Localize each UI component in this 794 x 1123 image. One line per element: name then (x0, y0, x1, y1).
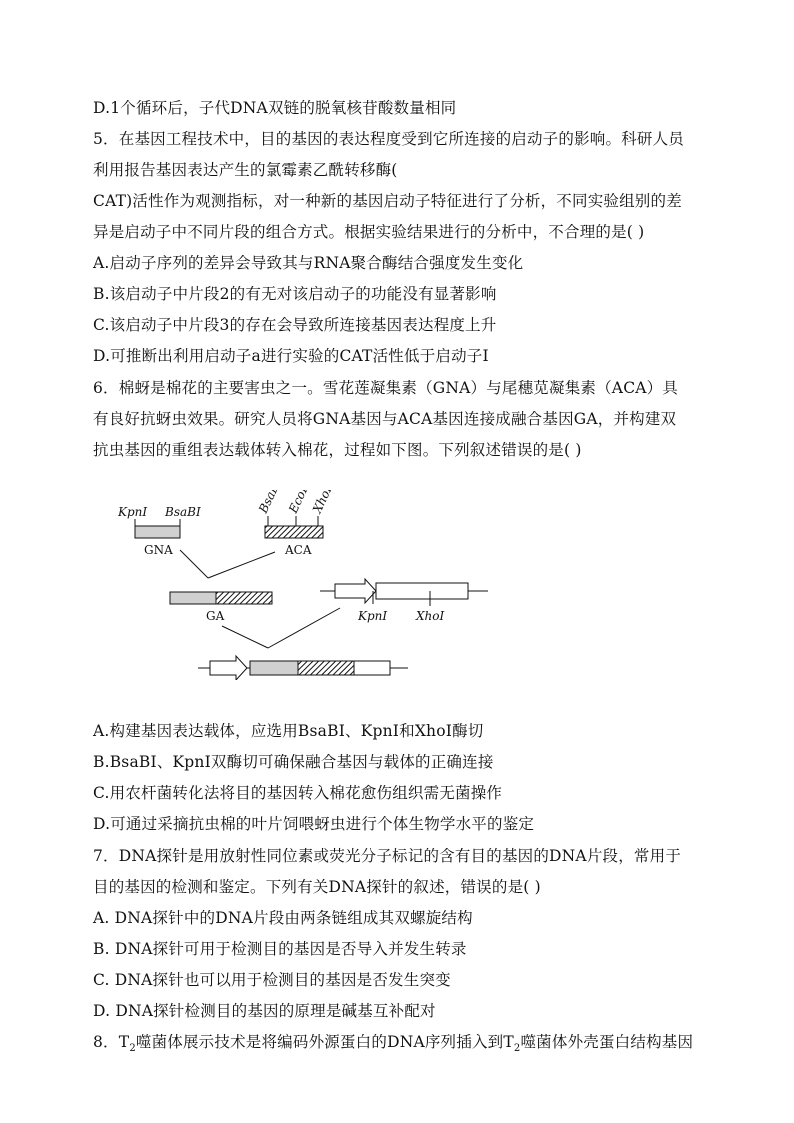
aca-label: ACA (285, 543, 312, 557)
gene-construction-diagram (110, 490, 510, 680)
recombinant-vector (198, 656, 408, 680)
option-7-B: B. DNA探针可用于检测目的基因是否导入并发生转录 (93, 940, 467, 958)
option-5-C: C.该启动子中片段3的存在会导致所连接基因表达程度上升 (93, 316, 497, 334)
question-8-line-1 (93, 1031, 693, 1060)
question-5-line-3: CAT)活性作为观测指标，对一种新的基因启动子特征进行了分析，不同实验组别的差 (93, 192, 682, 210)
question-6-line-2: 有良好抗蚜虫效果。研究人员将GNA基因与ACA基因连接成融合基因GA，并构建双 (93, 410, 677, 428)
q8-suffix: 噬菌体外壳蛋白结构基因 (520, 1033, 694, 1051)
option-7-C: C. DNA探针也可以用于检测目的基因是否发生突变 (93, 971, 451, 989)
kpn1-site-label: KpnⅠ (118, 505, 148, 519)
q8-prefix: 8．T (93, 1033, 130, 1051)
question-5-line-2: 利用报告基因表达产生的氯霉素乙酰转移酶( (93, 161, 398, 179)
option-7-A: A. DNA探针中的DNA片段由两条链组成其双螺旋结构 (93, 909, 473, 927)
question-7-line-2: 目的基因的检测和鉴定。下列有关DNA探针的叙述，错误的是( ) (93, 878, 541, 896)
xho1-angled-label: XhoI (310, 490, 335, 516)
q8-middle: 噬菌体展示技术是将编码外源蛋白的DNA序列插入到T (135, 1033, 514, 1051)
bsab1-angled-label: BsaBI (256, 490, 284, 516)
gna-label: GNA (144, 543, 173, 557)
aca-fragment (256, 490, 335, 557)
option-6-C: C.用农杆菌转化法将目的基因转入棉花愈伤组织需无菌操作 (93, 784, 503, 802)
option-6-B: B.BsaBⅠ、KpnⅠ双酶切可确保融合基因与载体的正确连接 (93, 753, 494, 771)
kpn1-vector-label: KpnⅠ (358, 609, 388, 623)
option-5-A: A.启动子序列的差异会导致其与RNA聚合酶结合强度发生变化 (93, 254, 524, 272)
option-5-D: D.可推断出利用启动子a进行实验的CAT活性低于启动子I (93, 347, 489, 365)
bsab1-site-label: BsaBⅠ (165, 505, 201, 519)
q8-subscript-2: 2 (513, 1043, 521, 1055)
option-6-A: A.构建基因表达载体，应选用BsaBⅠ、KpnⅠ和XhoⅠ酶切 (93, 722, 484, 740)
question-5-line-4: 异是启动子中不同片段的组合方式。根据实验结果进行的分析中，不合理的是( ) (93, 223, 645, 241)
question-5-line-1: 5．在基因工程技术中，目的基因的表达程度受到它所连接的启动子的影响。科研人员 (93, 130, 684, 148)
q8-subscript-1: 2 (129, 1043, 136, 1055)
option-7-D: D. DNA探针检测目的基因的原理是碱基互补配对 (93, 1002, 436, 1020)
question-7-line-1: 7．DNA探针是用放射性同位素或荧光分子标记的含有目的基因的DNA片段，常用于 (93, 847, 682, 865)
ecor1-angled-label: EcoRI (286, 490, 315, 516)
gna-fragment (117, 505, 201, 557)
ga-fusion-gene (170, 592, 272, 623)
question-6-line-3: 抗虫基因的重组表达载体转入棉花，过程如下图。下列叙述错误的是( ) (93, 441, 582, 459)
option-5-B: B.该启动子中片段2的有无对该启动子的功能没有显著影响 (93, 285, 497, 303)
question-6-line-1: 6．棉蚜是棉花的主要害虫之一。雪花莲凝集素（GNA）与尾穗苋凝集素（ACA）具 (93, 379, 679, 397)
xho1-vector-label: XhoⅠ (416, 609, 445, 623)
expression-vector (320, 579, 488, 623)
ga-label: GA (206, 609, 225, 623)
option-6-D: D.可通过采摘抗虫棉的叶片饲喂蚜虫进行个体生物学水平的鉴定 (93, 815, 535, 833)
option-1-D: D.1个循环后，子代DNA双链的脱氧核苷酸数量相同 (93, 99, 457, 117)
